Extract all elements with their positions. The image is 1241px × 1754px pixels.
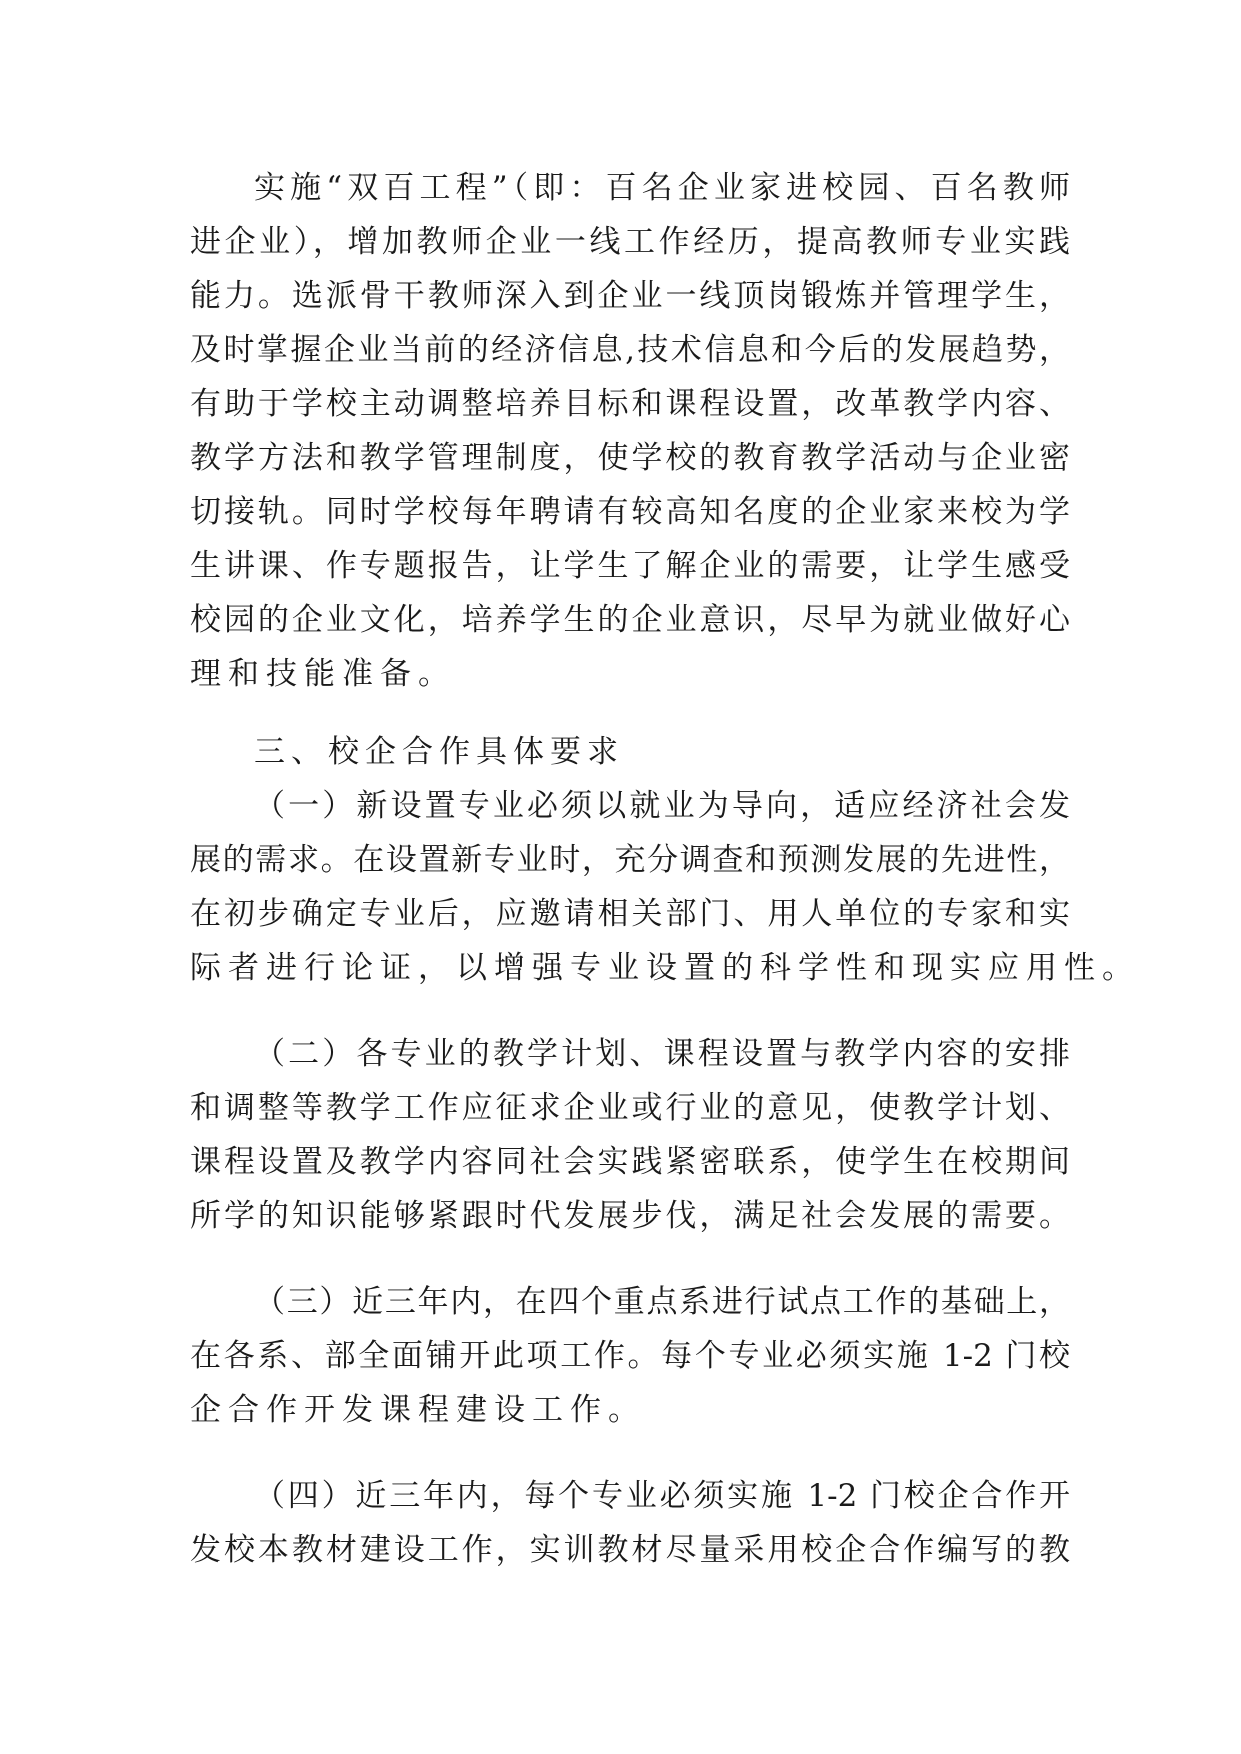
paragraph-line: 际者进行论证，以增强专业设置的科学性和现实应用性。 — [190, 950, 1140, 986]
paragraph-line: 课程设置及教学内容同社会实践紧密联系，使学生在校期间 — [190, 1144, 1070, 1180]
section-heading: 三、校企合作具体要求 — [254, 734, 624, 770]
paragraph-line: （三）近三年内，在四个重点系进行试点工作的基础上， — [254, 1284, 1070, 1320]
paragraph-line: 生讲课、作专题报告，让学生了解企业的需要，让学生感受 — [190, 548, 1070, 584]
paragraph-line: （四）近三年内，每个专业必须实施 1-2 门校企合作开 — [254, 1478, 1070, 1514]
paragraph-line: （二）各专业的教学计划、课程设置与教学内容的安排 — [254, 1036, 1070, 1072]
paragraph-line: 所学的知识能够紧跟时代发展步伐，满足社会发展的需要。 — [190, 1198, 1070, 1234]
paragraph-line: 理和技能准备。 — [190, 656, 456, 692]
paragraph-line: 及时掌握企业当前的经济信息,技术信息和今后的发展趋势， — [190, 332, 1070, 368]
paragraph-line: （一）新设置专业必须以就业为导向，适应经济社会发 — [254, 788, 1070, 824]
paragraph-line: 在各系、部全面铺开此项工作。每个专业必须实施 1-2 门校 — [190, 1338, 1070, 1374]
paragraph-line: 和调整等教学工作应征求企业或行业的意见，使教学计划、 — [190, 1090, 1070, 1126]
paragraph-line: 有助于学校主动调整培养目标和课程设置，改革教学内容、 — [190, 386, 1070, 422]
paragraph-line: 能力。选派骨干教师深入到企业一线顶岗锻炼并管理学生， — [190, 278, 1070, 314]
paragraph-line: 在初步确定专业后，应邀请相关部门、用人单位的专家和实 — [190, 896, 1070, 932]
paragraph-line: 校园的企业文化，培养学生的企业意识，尽早为就业做好心 — [190, 602, 1070, 638]
paragraph-line: 企合作开发课程建设工作。 — [190, 1392, 646, 1428]
paragraph-line: 发校本教材建设工作，实训教材尽量采用校企合作编写的教 — [190, 1532, 1070, 1568]
paragraph-line: 实施“双百工程”（即：百名企业家进校园、百名教师 — [254, 170, 1070, 206]
paragraph-line: 进企业），增加教师企业一线工作经历，提高教师专业实践 — [190, 224, 1070, 260]
paragraph-line: 教学方法和教学管理制度，使学校的教育教学活动与企业密 — [190, 440, 1070, 476]
paragraph-line: 切接轨。同时学校每年聘请有较高知名度的企业家来校为学 — [190, 494, 1070, 530]
paragraph-line: 展的需求。在设置新专业时，充分调查和预测发展的先进性， — [190, 842, 1070, 878]
